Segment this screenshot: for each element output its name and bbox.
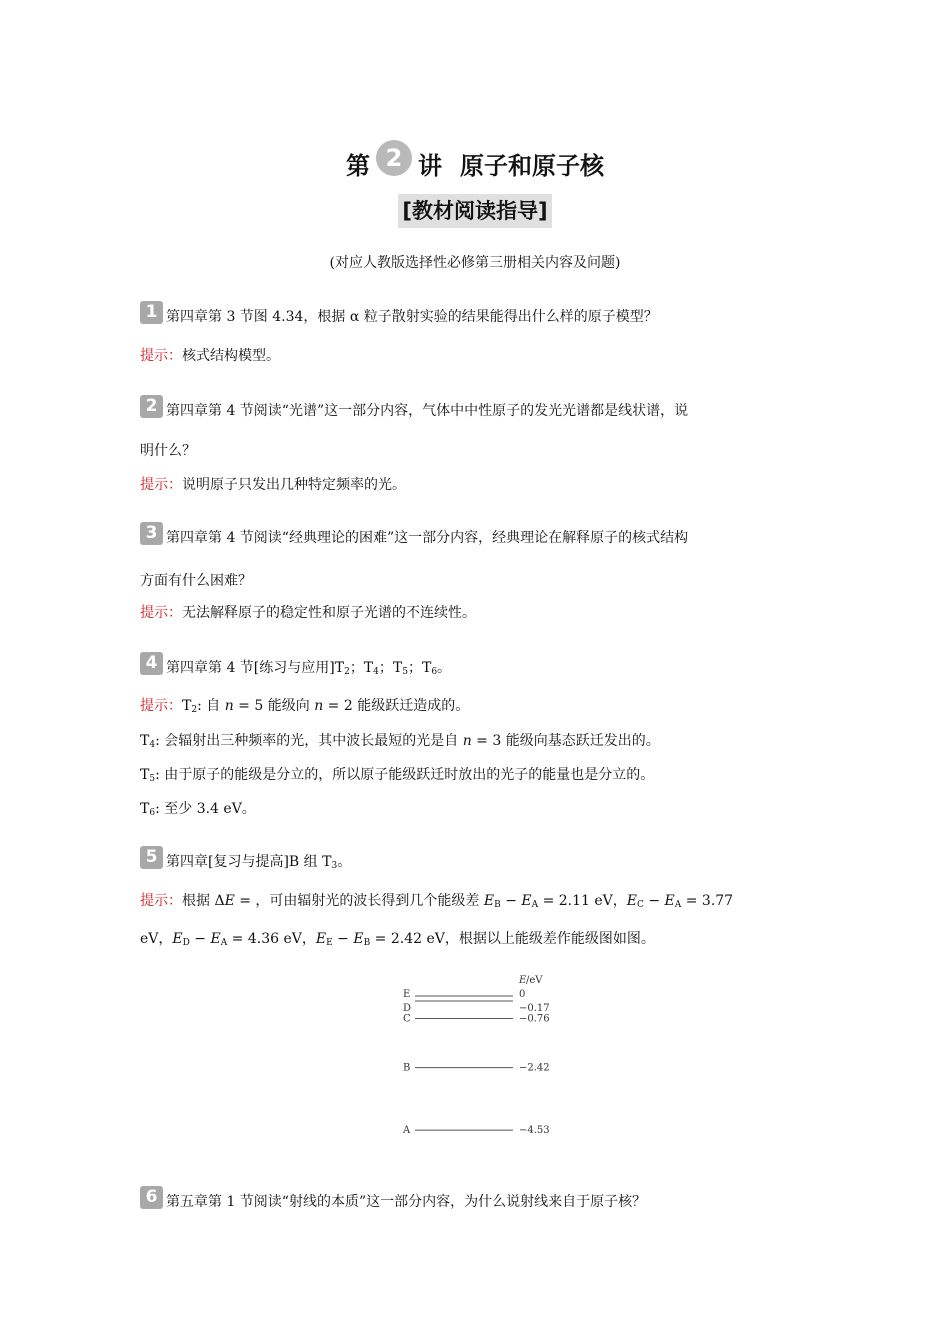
question-number-badge: 1: [140, 301, 163, 324]
answer-5-line-2: eV，$E_D - E_A = 4.36$ eV，$E_E - E_B = 2.42$ eV，根据以上能级差作能级图如图。: [140, 931, 655, 948]
answer-4-t5: $T_5$: 由于原子的能级是分立的，所以原子能级跃迁时放出的光子的能量也是分立的。: [140, 767, 655, 784]
hint-label: 提示：: [140, 893, 182, 909]
hint-label: 提示：: [140, 698, 182, 714]
answer-3-text: 无法解释原子的稳定性和原子光谱的不连续性。: [182, 605, 476, 621]
title-prefix: 第: [346, 152, 370, 180]
question-3: [140, 522, 820, 549]
question-2-text: 第四章第 4 节阅读“光谱”这一部分内容，气体中中性原子的发光光谱都是线状谱，说: [166, 403, 689, 419]
answer-5-line-1: 提示：根据 ΔE = ，可由辐射光的波长得到几个能级差 $E_B - E_A = 2.11$ eV，$E_C - E_A = 3.77$: [140, 893, 734, 910]
title-suffix: 讲: [418, 152, 442, 180]
energy-level-value-b: −2.42: [519, 1062, 550, 1074]
question-3-continued: 方面有什么困难？: [140, 573, 252, 589]
axis-label-e: E: [519, 975, 527, 986]
hint-label: 提示：: [140, 348, 182, 364]
answer-2: [140, 474, 820, 496]
energy-level-diagram: [395, 970, 565, 1140]
question-number-badge: 3: [140, 522, 163, 545]
question-number-badge: 5: [140, 846, 163, 869]
title-topic: 原子和原子核: [460, 152, 604, 180]
answer-3: [140, 602, 820, 624]
hint-label: 提示：: [140, 605, 182, 621]
answer-4-t4: $T_4$: 会辐射出三种频率的光，其中波长最短的光是自 n = 3 能级向基态跃迁发出的。: [140, 733, 660, 750]
hint-label: 提示：: [140, 477, 182, 493]
question-1: [140, 301, 820, 328]
energy-level-name-d: D: [403, 1003, 412, 1015]
page-title: [0, 140, 950, 186]
answer-1: [140, 345, 820, 367]
section-heading-text: [教材阅读指导]: [398, 194, 551, 228]
energy-levels: [402, 989, 550, 1136]
question-3-text: 第四章第 4 节阅读“经典理论的困难”这一部分内容，经典理论在解释原子的核式结构: [166, 530, 689, 546]
question-number-badge: 4: [140, 652, 163, 675]
axis-label-unit: /eV: [526, 975, 543, 986]
energy-level-name-e: E: [403, 989, 411, 1000]
question-6: [140, 1186, 820, 1213]
question-4: 4 第四章第 4 节[练习与应用]$T_2$；$T_4$；$T_5$；$T_6$。: [140, 652, 820, 679]
question-2-continued: 明什么？: [140, 443, 196, 459]
answer-2-text: 说明原子只发出几种特定频率的光。: [182, 477, 406, 493]
question-number-badge: 6: [140, 1186, 163, 1209]
lecture-number-badge: 2: [376, 140, 412, 176]
energy-level-value-c: −0.76: [519, 1013, 550, 1025]
energy-level-name-a: A: [403, 1125, 411, 1137]
question-2: [140, 395, 820, 422]
answer-4-t6: $T_6$: 至少 3.4 eV。: [140, 801, 256, 818]
energy-level-value-a: −4.53: [519, 1125, 550, 1137]
source-note: (对应人教版选择性必修第三册相关内容及问题): [329, 255, 621, 271]
energy-level-value-d: −0.17: [519, 1003, 550, 1015]
energy-level-name-b: B: [403, 1062, 411, 1074]
question-6-text: 第五章第 1 节阅读“射线的本质”这一部分内容，为什么说射线来自于原子核？: [166, 1194, 647, 1210]
section-heading: [0, 194, 950, 228]
answer-1-text: 核式结构模型。: [182, 348, 280, 364]
question-number-badge: 2: [140, 395, 163, 418]
answer-4-t2: 提示：$T_2$: 自 n = 5 能级向 n = 2 能级跃迁造成的。: [140, 698, 470, 715]
question-5: 5 第四章[复习与提高]B 组 $T_3$。: [140, 846, 820, 873]
energy-level-name-c: C: [403, 1013, 411, 1025]
question-1-text: 第四章第 3 节图 4.34，根据 α 粒子散射实验的结果能得出什么样的原子模型？: [166, 309, 658, 325]
energy-level-value-e: 0: [519, 989, 526, 1000]
